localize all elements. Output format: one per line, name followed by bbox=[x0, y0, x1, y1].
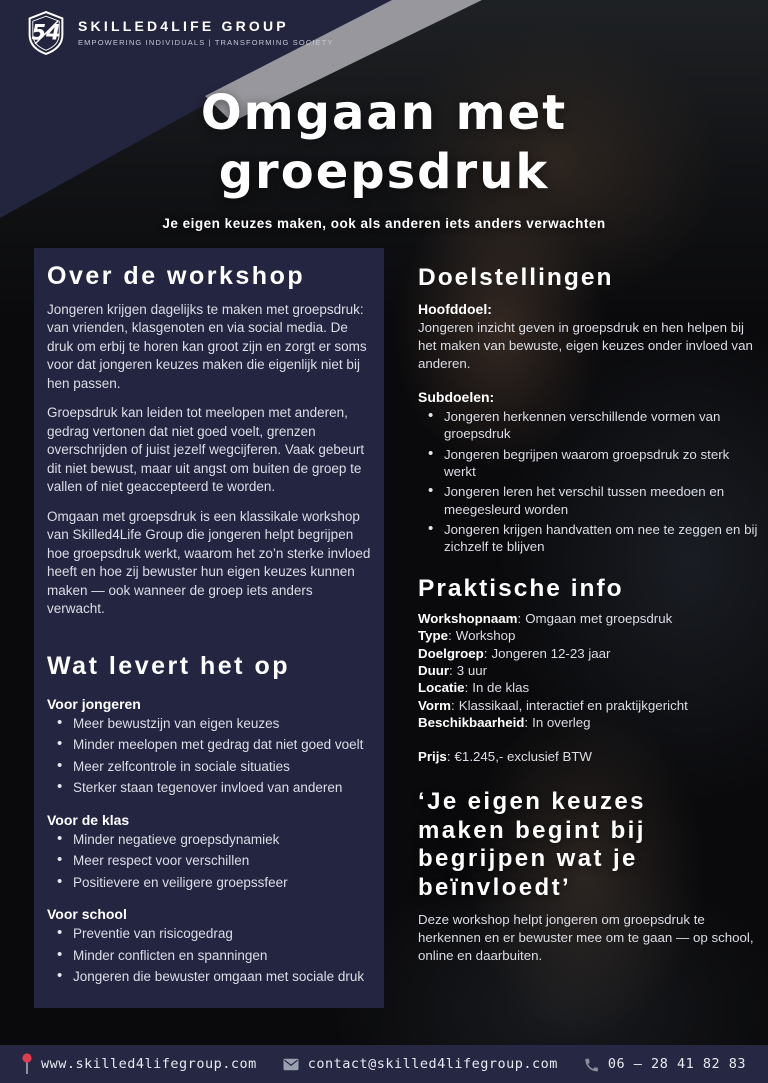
brand-name: SKILLED4LIFE GROUP bbox=[78, 18, 289, 35]
list-item: • Sterker staan tegenover invloed van anderen bbox=[47, 779, 371, 797]
brand-logo bbox=[26, 10, 334, 56]
email-text: contact@skilled4lifegroup.com bbox=[307, 1056, 558, 1072]
brand-tagline: EMPOWERING INDIVIDUALS | TRANSFORMING SOCIETY bbox=[78, 38, 334, 48]
about-paragraph: Groepsdruk kan leiden tot meelopen met anderen, gedrag vertonen dat niet goed voelt, grenzen overschrijden of juist jezelf wegcijferen. Vaak gebeurt dit niet bewust, maar uit angst om buiten de groep te vallen of niet geaccepteerd te worden. bbox=[47, 405, 365, 495]
benefits-section bbox=[47, 652, 371, 990]
footer-email-link[interactable] bbox=[283, 1056, 558, 1072]
envelope-icon bbox=[283, 1058, 299, 1071]
benefits-group-label: Voor jongeren bbox=[47, 695, 141, 712]
right-column bbox=[418, 264, 760, 963]
benefits-group-label: Voor school bbox=[47, 906, 127, 923]
goals-heading: Doelstellingen bbox=[418, 264, 614, 291]
benefits-list bbox=[47, 925, 371, 986]
list-item: • Meer zelfcontrole in sociale situaties bbox=[47, 758, 371, 776]
practical-heading: Praktische info bbox=[418, 575, 624, 602]
left-panel bbox=[34, 248, 384, 1008]
title-line-1: Omgaan met bbox=[200, 85, 568, 141]
info-row: Doelgroep: Jongeren 12-23 jaar bbox=[418, 645, 611, 661]
benefits-list bbox=[47, 831, 371, 892]
sub-goals-list bbox=[418, 408, 760, 555]
website-text: www.skilled4lifegroup.com bbox=[41, 1056, 257, 1072]
list-item: • Jongeren krijgen handvatten om nee te zeggen en bij zichzelf te blijven bbox=[418, 521, 760, 556]
about-paragraph: Jongeren krijgen dagelijks te maken met groepsdruk: van vrienden, klasgenoten en via social media. De druk om erbij te horen kan groot zijn en zorgt er soms voor dat jongeren keuzes maken die eigenlijk niet bij hen passen. bbox=[47, 301, 367, 391]
list-item: • Preventie van risicogedrag bbox=[47, 925, 371, 943]
info-row: Locatie: In de klas bbox=[418, 680, 530, 696]
goals-section bbox=[418, 264, 760, 556]
info-row: Vorm: Klassikaal, interactief en praktijkgericht bbox=[418, 697, 688, 713]
info-row: Beschikbaarheid: In overleg bbox=[418, 714, 591, 730]
logo-monogram: 54 bbox=[31, 20, 61, 45]
about-heading: Over de workshop bbox=[47, 262, 306, 290]
brand-text bbox=[78, 19, 334, 47]
phone-text: 06 – 28 41 82 83 bbox=[607, 1056, 746, 1072]
practical-rows bbox=[418, 610, 760, 731]
quote-section bbox=[418, 788, 760, 965]
phone-icon bbox=[584, 1057, 599, 1072]
footer-website-link[interactable] bbox=[22, 1053, 257, 1076]
list-item: • Positievere en veiligere groepssfeer bbox=[47, 874, 371, 892]
practical-info-section bbox=[418, 575, 760, 766]
list-item: • Minder conflicten en spanningen bbox=[47, 947, 371, 965]
list-item: • Meer bewustzijn van eigen keuzes bbox=[47, 715, 371, 733]
page-subtitle: Je eigen keuzes maken, ook als anderen iets anders verwachten bbox=[162, 216, 606, 231]
shield-54-logo-icon bbox=[26, 10, 66, 56]
list-item: • Meer respect voor verschillen bbox=[47, 852, 371, 870]
list-item: • Jongeren begrijpen waarom groepsdruk zo sterk werkt bbox=[418, 446, 760, 481]
main-goal-text: Jongeren inzicht geven in groepsdruk en hen helpen bij het maken van bewuste, eigen keuzes onder invloed van anderen. bbox=[418, 320, 753, 372]
about-paragraph: Omgaan met groepsdruk is een klassikale workshop van Skilled4Life Group die jongeren helpt begrijpen hoe groepsdruk werkt, waarom het zo’n sterke invloed heeft en hoe zij bewuster hun eigen keuzes kunnen maken — ook wanneer de groep iets anders verwacht. bbox=[47, 508, 371, 617]
sub-goals-label: Subdoelen: bbox=[418, 389, 495, 406]
list-item: • Minder meelopen met gedrag dat niet goed voelt bbox=[47, 736, 371, 754]
list-item: • Jongeren die bewuster omgaan met sociale druk bbox=[47, 968, 371, 986]
title-line-2: groepsdruk bbox=[218, 144, 550, 200]
quote-text: ‘Je eigen keuzes maken begint bij begrijpen wat je beïnvloedt’ bbox=[418, 788, 646, 901]
about-section bbox=[47, 262, 371, 619]
benefits-group-label: Voor de klas bbox=[47, 811, 130, 828]
info-row: Type: Workshop bbox=[418, 628, 516, 644]
footer-phone-link[interactable] bbox=[584, 1056, 746, 1072]
location-pin-icon bbox=[22, 1053, 32, 1076]
info-row: Workshopnaam: Omgaan met groepsdruk bbox=[418, 611, 673, 627]
hero bbox=[0, 84, 768, 231]
benefits-list bbox=[47, 715, 371, 797]
main-goal-label: Hoofddoel: bbox=[418, 301, 492, 318]
list-item: • Jongeren herkennen verschillende vormen van groepsdruk bbox=[418, 408, 760, 443]
price-row: Prijs: €1.245,- exclusief BTW bbox=[418, 749, 592, 765]
info-row: Duur: 3 uur bbox=[418, 663, 488, 679]
list-item: • Minder negatieve groepsdynamiek bbox=[47, 831, 371, 849]
footer-bar bbox=[0, 1045, 768, 1083]
list-item: • Jongeren leren het verschil tussen meedoen en meegesleurd worden bbox=[418, 483, 760, 518]
benefits-heading: Wat levert het op bbox=[47, 652, 290, 680]
quote-description: Deze workshop helpt jongeren om groepsdruk te herkennen en er bewuster mee om te gaan — op school, online en daarbuiten. bbox=[418, 912, 754, 963]
page-title bbox=[0, 84, 768, 202]
